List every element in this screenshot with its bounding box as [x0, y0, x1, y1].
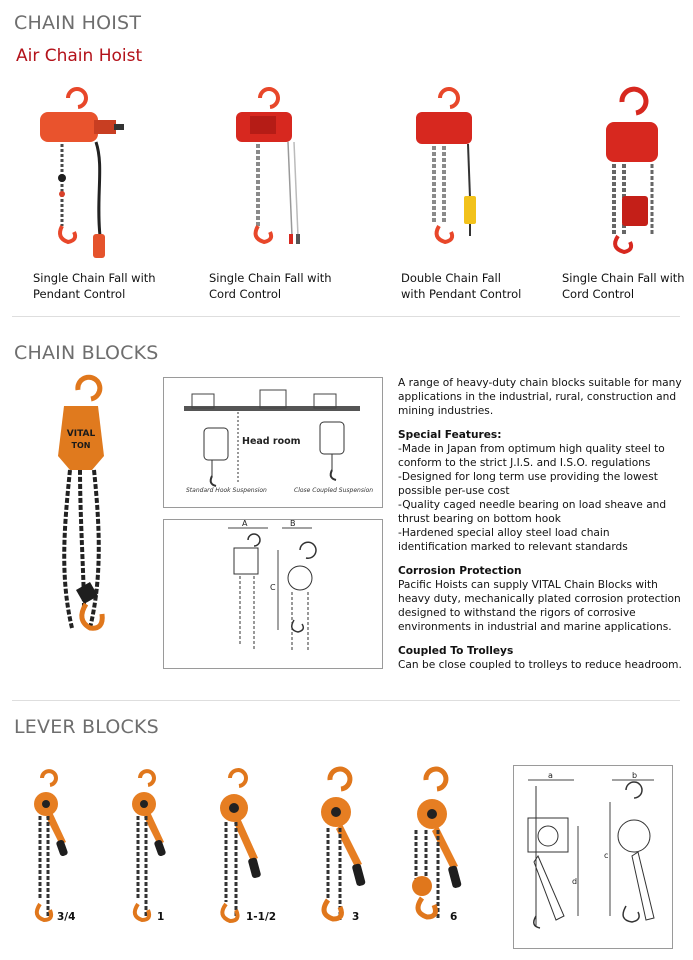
dim-c-label: C	[270, 583, 276, 592]
headroom-label: Head room	[242, 436, 301, 447]
air-hoist-image-4	[600, 86, 670, 261]
lever-block-image-5	[404, 770, 468, 930]
dim-a-label: A	[242, 519, 248, 528]
dimension-diagram	[164, 520, 380, 666]
special-features-heading: Special Features:	[398, 429, 502, 441]
hoist-caption-4-line2: Cord Control	[562, 287, 635, 301]
capacity-label-5: 6	[450, 911, 458, 923]
hoist-caption-4-line1: Single Chain Fall with	[562, 271, 685, 285]
air-hoist-image-3	[410, 86, 500, 261]
hoist-caption-3-line2: with Pendant Control	[401, 287, 522, 301]
trolleys-heading: Coupled To Trolleys	[398, 645, 514, 657]
hoist-caption-2-line1: Single Chain Fall with	[209, 271, 332, 285]
lever-block-image-4	[310, 770, 370, 930]
trolleys-text: Can be close coupled to trolleys to reduce headroom.	[398, 659, 682, 671]
capacity-label-3: 1-1/2	[246, 911, 277, 923]
lever-block-image-3	[210, 770, 266, 930]
section-divider-2	[12, 700, 680, 701]
lever-block-image-1	[28, 770, 74, 930]
feature-item: -Made in Japan from optimum high quality steel to conform to the strict J.I.S. and I.S.O. regulations	[398, 443, 665, 469]
air-chain-hoist-subheading: Air Chain Hoist	[16, 46, 143, 66]
air-hoist-image-1	[30, 86, 140, 261]
feature-item: -Hardened special alloy steel load chain identification marked to relevant standards	[398, 527, 628, 553]
hoist-caption-1-line1: Single Chain Fall with	[33, 271, 156, 285]
lever-block-diagram	[514, 766, 670, 946]
standard-hook-caption: Standard Hook Suspension	[186, 487, 267, 494]
corrosion-text: Pacific Hoists can supply VITAL Chain Blocks with heavy duty, mechanically plated corrosion protection designed to withstand the rigors of corrosive environments in industrial and marine applications.	[398, 579, 681, 633]
hoist-caption-4	[562, 270, 685, 302]
capacity-label-1: 3/4	[57, 911, 76, 923]
lever-dim-b-label: b	[632, 771, 638, 780]
hoist-caption-2-line2: Cord Control	[209, 287, 282, 301]
feature-item: -Designed for long term use providing the lowest possible per-use cost	[398, 471, 658, 497]
capacity-label-2: 1	[157, 911, 165, 923]
chain-block-image	[50, 378, 112, 640]
hoist-caption-1-line2: Pendant Control	[33, 287, 126, 301]
dim-b-label: B	[290, 519, 296, 528]
block-label-brand: VITAL	[66, 429, 96, 439]
headroom-diagram	[164, 378, 380, 505]
lever-block-image-2	[126, 770, 172, 930]
hoist-caption-2	[209, 270, 332, 302]
air-hoist-image-2	[230, 86, 320, 261]
hoist-caption-3	[401, 270, 521, 302]
section-divider-1	[12, 316, 680, 317]
capacity-label-4: 3	[352, 911, 360, 923]
close-coupled-caption: Close Coupled Suspension	[294, 487, 374, 494]
lever-dim-a-label: a	[548, 771, 553, 780]
intro-text: A range of heavy-duty chain blocks suitable for many applications in the industrial, rural, construction and mining industries.	[398, 377, 682, 417]
lever-dim-d-label: d	[572, 877, 578, 886]
chain-hoist-heading: CHAIN HOIST	[14, 12, 142, 34]
block-label-ton: TON	[71, 441, 91, 450]
corrosion-heading: Corrosion Protection	[398, 565, 522, 577]
chain-blocks-description	[398, 376, 682, 672]
hoist-caption-3-line1: Double Chain Fall	[401, 271, 501, 285]
lever-dim-c-label: c	[604, 851, 609, 860]
chain-blocks-heading: CHAIN BLOCKS	[14, 342, 159, 364]
lever-blocks-heading: LEVER BLOCKS	[14, 716, 159, 738]
hoist-caption-1	[33, 270, 156, 302]
feature-item: -Quality caged needle bearing on load sheave and thrust bearing on bottom hook	[398, 499, 667, 525]
